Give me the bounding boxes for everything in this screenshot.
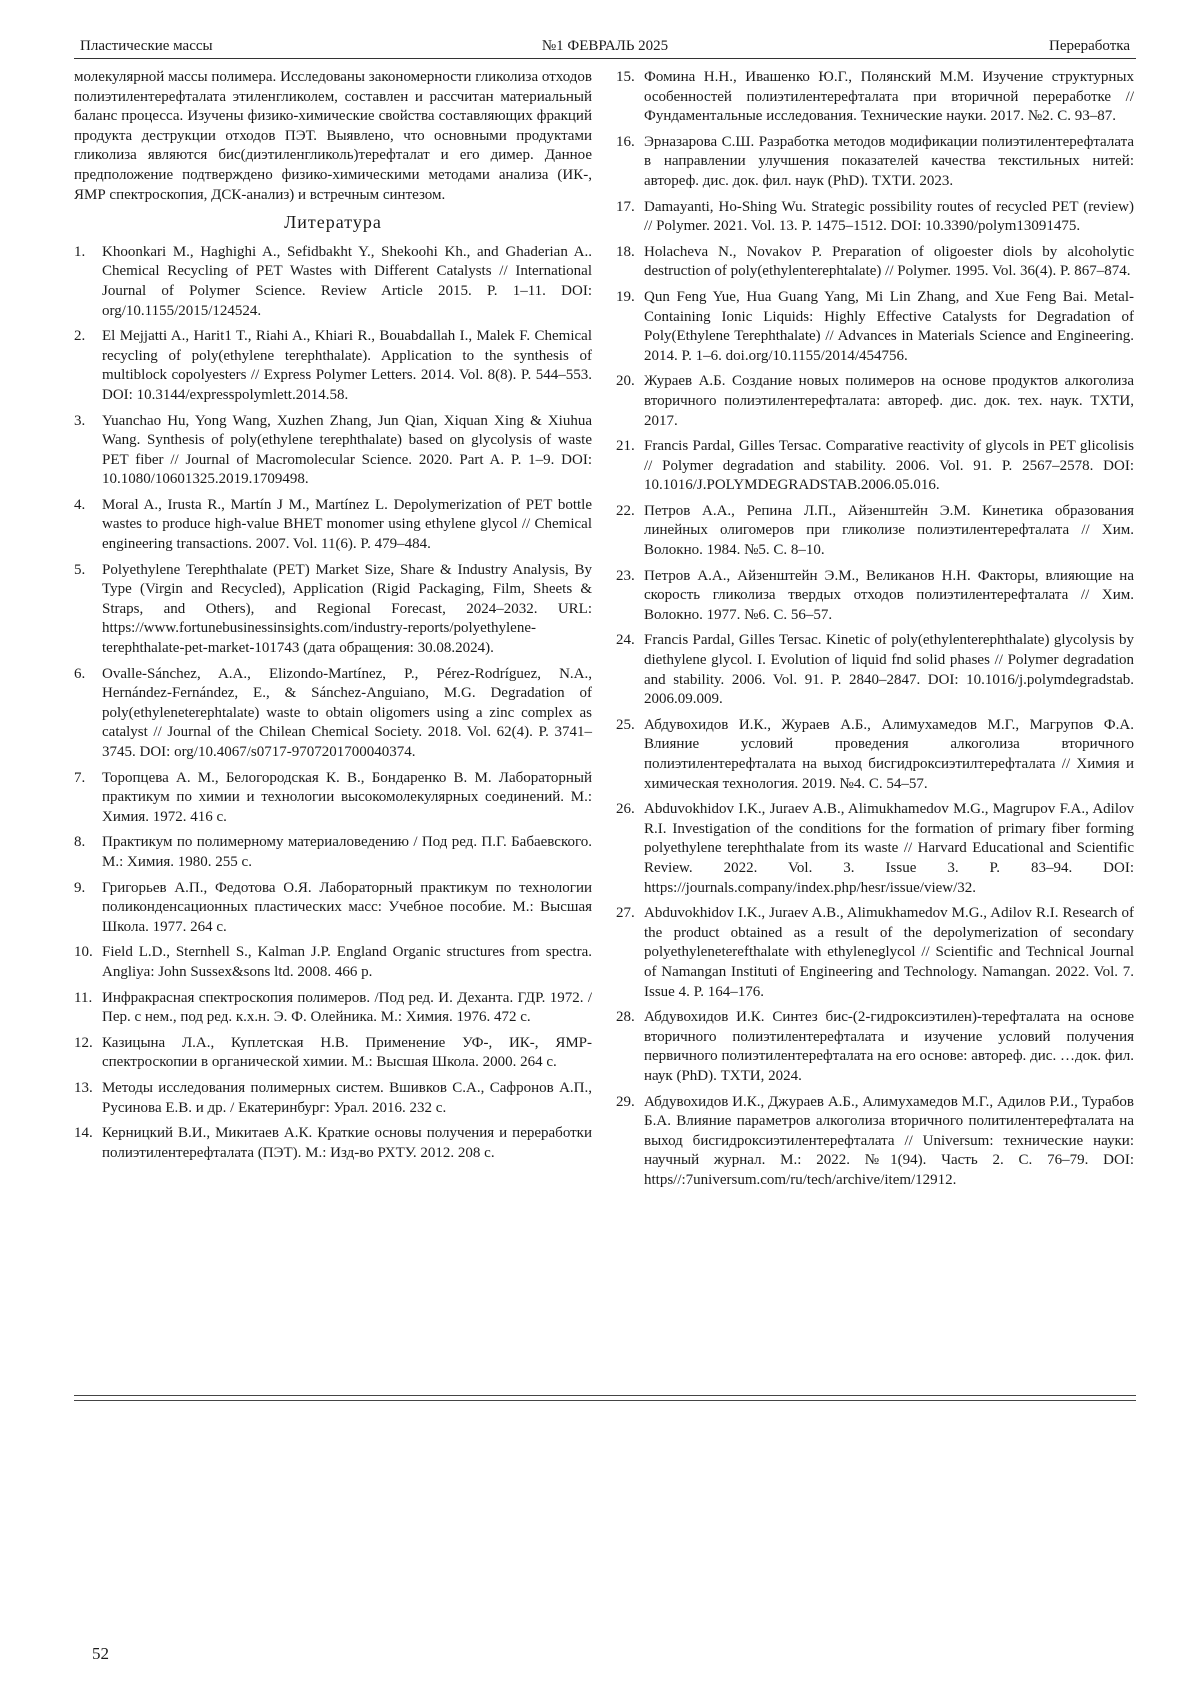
footer-rule-bottom xyxy=(74,1400,1136,1401)
reference-item: 13. Методы исследования полимерных систем. Вшивков С.А., Сафронов А.П., Русинова Е.В. и др. / Екатеринбург: Урал. 2016. 232 с. xyxy=(74,1079,592,1118)
reference-item: 29. Абдувохидов И.К., Джураев А.Б., Алимухамедов М.Г., Адилов Р.И., Турабов Б.А. Влияние параметров алкоголиза вторичного политилентерефталата на выход бисгидроксиэтилентерефталата // Universum: технические науки: научный журнал. М.: 2022. №1(94). Часть 2. С. 76–79. DOI: https//:7universum.com/ru/tech/archive/item/12912. xyxy=(616,1093,1134,1191)
reference-item: 7. Торопцева А. М., Белогородская К. В., Бондаренко В. М. Лабораторный практикум по химии и технологии высокомолекулярных соединений. М.: Химия. 1972. 416 с. xyxy=(74,769,592,828)
reference-list-right xyxy=(616,68,1134,1190)
reference-item: 9. Григорьев А.П., Федотова О.Я. Лабораторный практикум по технологии поликонденсационных пластических масс: Учебное пособие. М.: Высшая Школа. 1977. 264 с. xyxy=(74,879,592,938)
reference-item: 26. Abduvokhidov I.K., Juraev A.B., Alimukhamedov M.G., Magrupov F.A., Adilov R.I. Investigation of the conditions for the formation of primary fiber forming polyethylene terephthalate from its waste // Harvard Educational and Scientific Review. 2022. Vol. 3. Issue 3. P. 83–94. DOI: https://journals.company/index.php/hesr/issue/view/32. xyxy=(616,800,1134,898)
reference-item: 23. Петров А.А., Айзенштейн Э.М., Великанов Н.Н. Факторы, влияющие на скорость гликолиза твердых отходов полиэтилентерефталата // Хим. Волокно. 1977. №6. С. 56–57. xyxy=(616,567,1134,626)
reference-item: 10. Field L.D., Sternhell S., Kalman J.P. England Organic structures from spectra. Angliya: John Sussex&sons ltd. 2008. 466 p. xyxy=(74,943,592,982)
issue-label: №1 ФЕВРАЛЬ 2025 xyxy=(80,38,1130,55)
reference-item: 5. Polyethylene Terephthalate (PET) Market Size, Share & Industry Analysis, By Type (Virgin and Recycled), Application (Rigid Packaging, Film, Sheets & Straps, and Others), and Regional Forecast, 2024–2032. URL: https://www.fortunebusinessinsights.com/industry-reports/polyethylene-terephthalate-pet-market-101743 (дата обращения: 30.08.2024). xyxy=(74,561,592,659)
journal-name: Пластические массы xyxy=(80,38,213,55)
reference-item: 1. Khoonkari M., Haghighi A., Sefidbakht Y., Shekoohi Kh., and Ghaderian A.. Chemical Recycling of PET Wastes with Different Catalysts // International Journal of Polymer Science. Review Article 2015. P. 1–11. DOI: org/10.1155/2015/124524. xyxy=(74,243,592,321)
reference-item: 24. Francis Pardal, Gilles Tersac. Kinetic of poly(ethylenterephthalate) glycolysis by diethylene glycol. I. Evolution of liquid fnd solid phases // Polymer degradation and stability. 2006. Vol. 91. P. 2840–2847. DOI: 10.1016/j.polymdegradstab. 2006.09.009. xyxy=(616,631,1134,709)
intro-paragraph: молекулярной массы полимера. Исследованы закономерности гликолиза отходов полиэтилентерефталата этиленгликолем, составлен и рассчитан материальный баланс процесса. Изучены физико-химические свойства составляющих фракций продукта деструкции отходов ПЭТ. Выявлено, что основными продуктами гликолиза являются бис(диэтиленгликоль)терефталат и его димер. Данное предположение подтверждено физико-химическими методами анализа (ИК-, ЯМР спектроскопия, ДСК-анализ) и встречным синтезом. xyxy=(74,68,592,205)
section-name: Переработка xyxy=(1049,38,1130,55)
reference-item: 8. Практикум по полимерному материаловедению / Под ред. П.Г. Бабаевского. М.: Химия. 1980. 255 с. xyxy=(74,833,592,872)
reference-list-left xyxy=(74,243,592,1164)
reference-item: 18. Holacheva N., Novakov P. Preparation of oligoester diols by alcoholytic destruction of poly(ethylenterephtalate) // Polymer. 1995. Vol. 36(4). P. 867–874. xyxy=(616,243,1134,282)
reference-item: 19. Qun Feng Yue, Hua Guang Yang, Mi Lin Zhang, and Xue Feng Bai. Metal-Containing Ionic Liquids: Highly Effective Catalysts for Degradation of Poly(Ethylene Terephthalate) // Advances in Materials Science and Engineering. 2014. P. 1–6. doi.org/10.1155/2014/454756. xyxy=(616,288,1134,366)
reference-item: 21. Francis Pardal, Gilles Tersac. Comparative reactivity of glycols in PET glicolisis // Polymer degradation and stability. 2006. Vol. 91. P. 2567–2578. DOI: 10.1016/J.POLYMDEGRADSTAB.2006.05.016. xyxy=(616,437,1134,496)
reference-item: 27. Abduvokhidov I.K., Juraev A.B., Alimukhamedov M.G., Adilov R.I. Research of the product obtained as a result of the depolymerization of secondary polyethyleneterefthalate with ethyleneglycol // Scientific and Technical Journal of Namangan Instituti of Engineering and Technology. Namangan. 2022. Vol. 7. Issue 4. P. 164–176. xyxy=(616,904,1134,1002)
reference-item: 28. Абдувохидов И.К. Синтез бис-(2-гидроксиэтилен)-терефталата на основе вторичного полиэтилентерефталата и изучение условий получения первичного полиэтилентерефталата на его основе: автореф. дис. …док. фил. наук (PhD). ТХТИ, 2024. xyxy=(616,1008,1134,1086)
reference-item: 22. Петров А.А., Репина Л.П., Айзенштейн Э.М. Кинетика образования линейных олигомеров при гликолизе полиэтилентерефталата // Хим. Волокно. 1984. №5. С. 8–10. xyxy=(616,502,1134,561)
header-rule xyxy=(74,58,1136,59)
reference-item: 15. Фомина Н.Н., Ивашенко Ю.Г., Полянский М.М. Изучение структурных особенностей полиэтилентерефталата при вторичной переработке // Фундаментальные исследования. Технические науки. 2017. №2. С. 93–87. xyxy=(616,68,1134,127)
reference-item: 11. Инфракрасная спектроскопия полимеров. /Под ред. И. Деханта. ГДР. 1972. /Пер. с нем., под ред. к.х.н. Э. Ф. Олейника. М.: Химия. 1976. 472 с. xyxy=(74,989,592,1028)
page-number: 52 xyxy=(92,1644,109,1664)
reference-item: 14. Керницкий В.И., Микитаев А.К. Краткие основы получения и переработки полиэтилентерефталата (ПЭТ). М.: Изд-во РХТУ. 2012. 208 с. xyxy=(74,1124,592,1163)
reference-item: 17. Damayanti, Ho-Shing Wu. Strategic possibility routes of recycled PET (review) // Polymer. 2021. Vol. 13. P. 1475–1512. DOI: 10.3390/polym13091475. xyxy=(616,198,1134,237)
reference-item: 6. Ovalle-Sánchez, A.A., Elizondo-Martínez, P., Pérez-Rodríguez, N.A., Hernández-Fernández, E., & Sánchez-Anguiano, M.G. Degradation of poly(ethyleneterephtalate) waste to obtain oligomers using a zinc complex as catalyst // Journal of the Chilean Chemical Society. 2018. Vol. 62(4). P. 3741–3745. DOI: org/10.4067/s0717-9707201700040374. xyxy=(74,665,592,763)
reference-item: 12. Казицына Л.А., Куплетская Н.В. Применение УФ-, ИК-, ЯМР-спектроскопии в органической химии. М.: Высшая Школа. 2000. 264 с. xyxy=(74,1034,592,1073)
reference-item: 4. Moral A., Irusta R., Martín J M., Martínez L. Depolymerization of PET bottle wastes to produce high-value BHET monomer using ethylene glycol // Chemical engineering transactions. 2007. Vol. 11(6). P. 479–484. xyxy=(74,496,592,555)
reference-item: 3. Yuanchao Hu, Yong Wang, Xuzhen Zhang, Jun Qian, Xiquan Xing & Xiuhua Wang. Synthesis of poly(ethylene terephthalate) based on glycolysis of waste PET fiber // Journal of Macromolecular Science. 2020. Part A. P. 1–9. DOI: 10.1080/10601325.2019.1709498. xyxy=(74,412,592,490)
reference-item: 25. Абдувохидов И.К., Жураев А.Б., Алимухамедов М.Г., Магрупов Ф.А. Влияние условий проведения алкоголиза вторичного полиэтилентерефталата на выход бисгидроксиэтилтерефталата // Химия и химическая технология. 2019. №4. С. 54–57. xyxy=(616,716,1134,794)
reference-item: 16. Эрназарова С.Ш. Разработка методов модификации полиэтилентерефталата в направлении улучшения показателей качества текстильных нитей: автореф. дис. док. фил. наук (PhD). ТХТИ. 2023. xyxy=(616,133,1134,192)
references-heading: Литература xyxy=(74,213,592,233)
reference-item: 2. El Mejjatti A., Harit1 T., Riahi A., Khiari R., Bouabdallah I., Malek F. Chemical recycling of poly(ethylene terephthalate). Application to the synthesis of multiblock copolyesters // Express Polymer Letters. 2014. Vol. 8(8). P. 544–553. DOI: 10.3144/expresspolymlett.2014.58. xyxy=(74,327,592,405)
reference-item: 20. Жураев А.Б. Создание новых полимеров на основе продуктов алкоголиза вторичного полиэтилентерефталата: автореф. дис. док. тех. наук. ТХТИ, 2017. xyxy=(616,372,1134,431)
footer-rule-top xyxy=(74,1395,1136,1396)
right-column xyxy=(616,68,1134,1196)
left-column xyxy=(74,68,592,1169)
